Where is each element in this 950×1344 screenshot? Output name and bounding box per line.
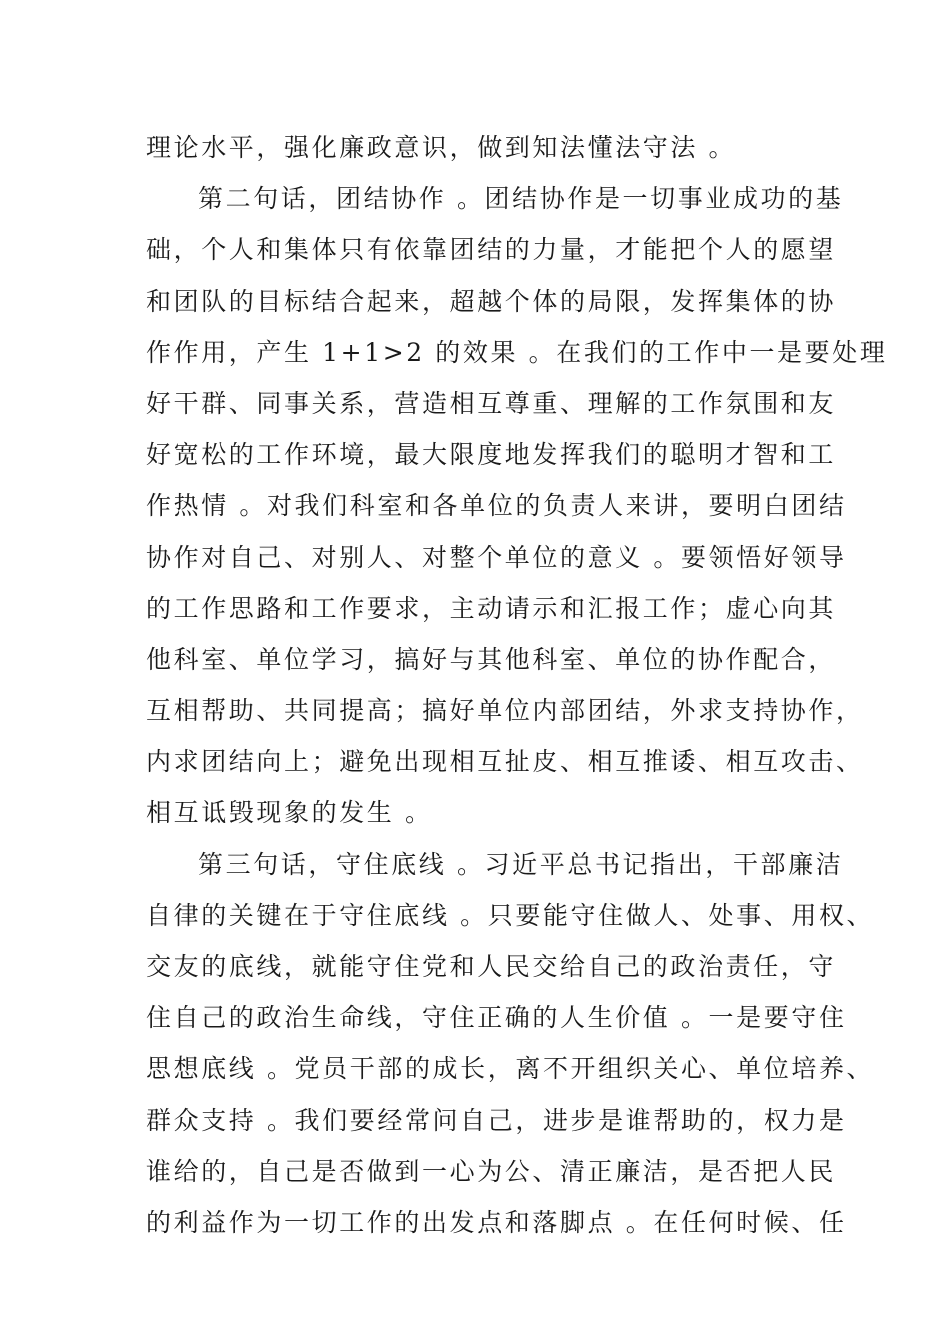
text-line: 的利益作为一切工作的出发点和落脚点 。在任何时候、任 xyxy=(146,1207,847,1237)
document-body xyxy=(146,128,888,1254)
text-line: 理论水平，强化廉政意识，做到知法懂法守法 。 xyxy=(146,133,737,162)
text-line: 群众支持 。我们要经常问自己，进步是谁帮助的，权力是 xyxy=(146,1105,847,1135)
text-line: 作热情 。对我们科室和各单位的负责人来讲，要明白团结 xyxy=(146,491,847,521)
paragraph-heading-line: 第二句话，团结协作 。团结协作是一切事业成功的基 xyxy=(198,184,844,214)
text-line: 协作对自己、对别人、对整个单位的意义 。要领悟好领导 xyxy=(146,542,847,572)
text-line: 自律的关键在于守住底线 。只要能守住做人、处事、用权、 xyxy=(146,900,875,930)
text-line: 交友的底线，就能守住党和人民交给自己的政治责任，守 xyxy=(146,952,837,981)
text-line: 好宽松的工作环境，最大限度地发挥我们的聪明才智和工 xyxy=(146,440,837,470)
text-line: 谁给的，自己是否做到一心为公、清正廉洁，是否把人民 xyxy=(146,1156,837,1186)
text-line: 思想底线 。党员干部的成长，离不开组织关心、单位培养、 xyxy=(146,1054,875,1084)
text-line: 好干群、同事关系，营造相互尊重、理解的工作氛围和友 xyxy=(146,388,837,418)
text-line: 互相帮助、共同提高；搞好单位内部团结，外求支持协作， xyxy=(146,696,864,726)
text-line: 础，个人和集体只有依靠团结的力量，才能把个人的愿望 xyxy=(146,235,837,265)
text-line: 的工作思路和工作要求，主动请示和汇报工作；虚心向其 xyxy=(146,593,837,623)
text-line: 内求团结向上；避免出现相互扯皮、相互推诿、相互攻击、 xyxy=(146,747,864,777)
paragraph-heading-line: 第三句话，守住底线 。习近平总书记指出，干部廉洁 xyxy=(198,849,844,879)
text-line: 他科室、单位学习，搞好与其他科室、单位的协作配合， xyxy=(146,644,837,674)
text-line: 作作用，产生 1+1>2 的效果 。在我们的工作中一是要处理 xyxy=(146,337,888,367)
text-line: 和团队的目标结合起来，超越个体的局限，发挥集体的协 xyxy=(146,286,837,316)
text-line: 住自己的政治生命线，守住正确的人生价值 。一是要守住 xyxy=(146,1003,847,1033)
text-line: 相互诋毁现象的发生 。 xyxy=(146,798,433,828)
